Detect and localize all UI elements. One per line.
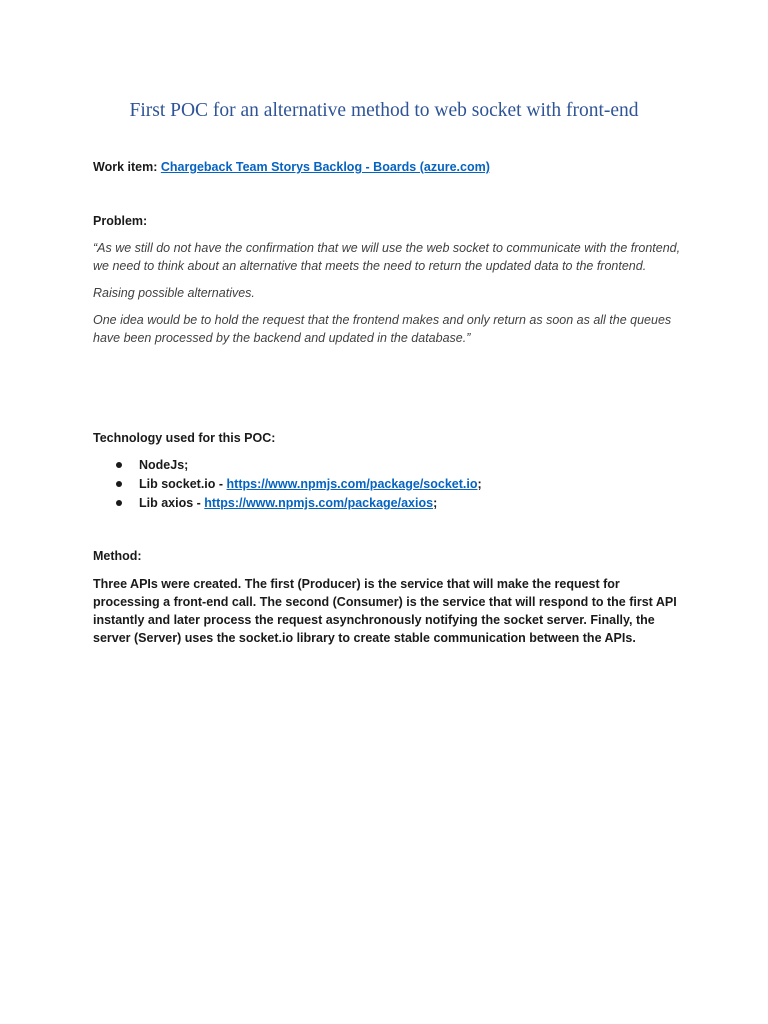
axios-link[interactable]: https://www.npmjs.com/package/axios xyxy=(204,496,434,510)
problem-quote xyxy=(93,239,683,356)
work-item-label: Work item: xyxy=(93,160,161,174)
list-item xyxy=(93,494,683,513)
work-item-link[interactable]: Chargeback Team Storys Backlog - Boards (azure.com) xyxy=(160,160,490,174)
list-item xyxy=(93,456,683,475)
problem-paragraph: One idea would be to hold the request that the frontend makes and only return as soon as all the queues have been processed by the backend and updated in the database.” xyxy=(93,313,672,345)
list-item-suffix: ; xyxy=(433,496,438,510)
problem-paragraph: Raising possible alternatives. xyxy=(93,286,255,300)
list-item-text: NodeJs; xyxy=(139,458,189,472)
method-heading: Method: xyxy=(93,549,142,563)
list-item-text: Lib axios - xyxy=(139,496,205,510)
list-item-suffix: ; xyxy=(477,477,482,491)
method-paragraph: Three APIs were created. The first (Producer) is the service that will make the request for processing a front-end call. The second (Consumer) is the service that will respond to the first API instantly and later process the request asynchronously notifying the socket server. Finally, the server (Server) uses the socket.io library to create stable communication between the APIs. xyxy=(93,577,677,645)
bullet-icon xyxy=(116,462,122,468)
work-item-line xyxy=(93,158,683,176)
list-item xyxy=(93,475,683,494)
technology-heading: Technology used for this POC: xyxy=(93,431,276,445)
technology-list xyxy=(93,456,683,513)
document-title: First POC for an alternative method to web socket with front-end xyxy=(129,100,639,121)
bullet-icon xyxy=(116,500,122,506)
bullet-icon xyxy=(116,481,122,487)
socket-io-link[interactable]: https://www.npmjs.com/package/socket.io xyxy=(226,477,478,491)
list-item-text: Lib socket.io - xyxy=(139,477,227,491)
problem-heading: Problem: xyxy=(93,214,148,228)
problem-paragraph: “As we still do not have the confirmation that we will use the web socket to communicate with the frontend, we need to think about an alternative that meets the need to return the updated data to the frontend. xyxy=(93,241,681,273)
